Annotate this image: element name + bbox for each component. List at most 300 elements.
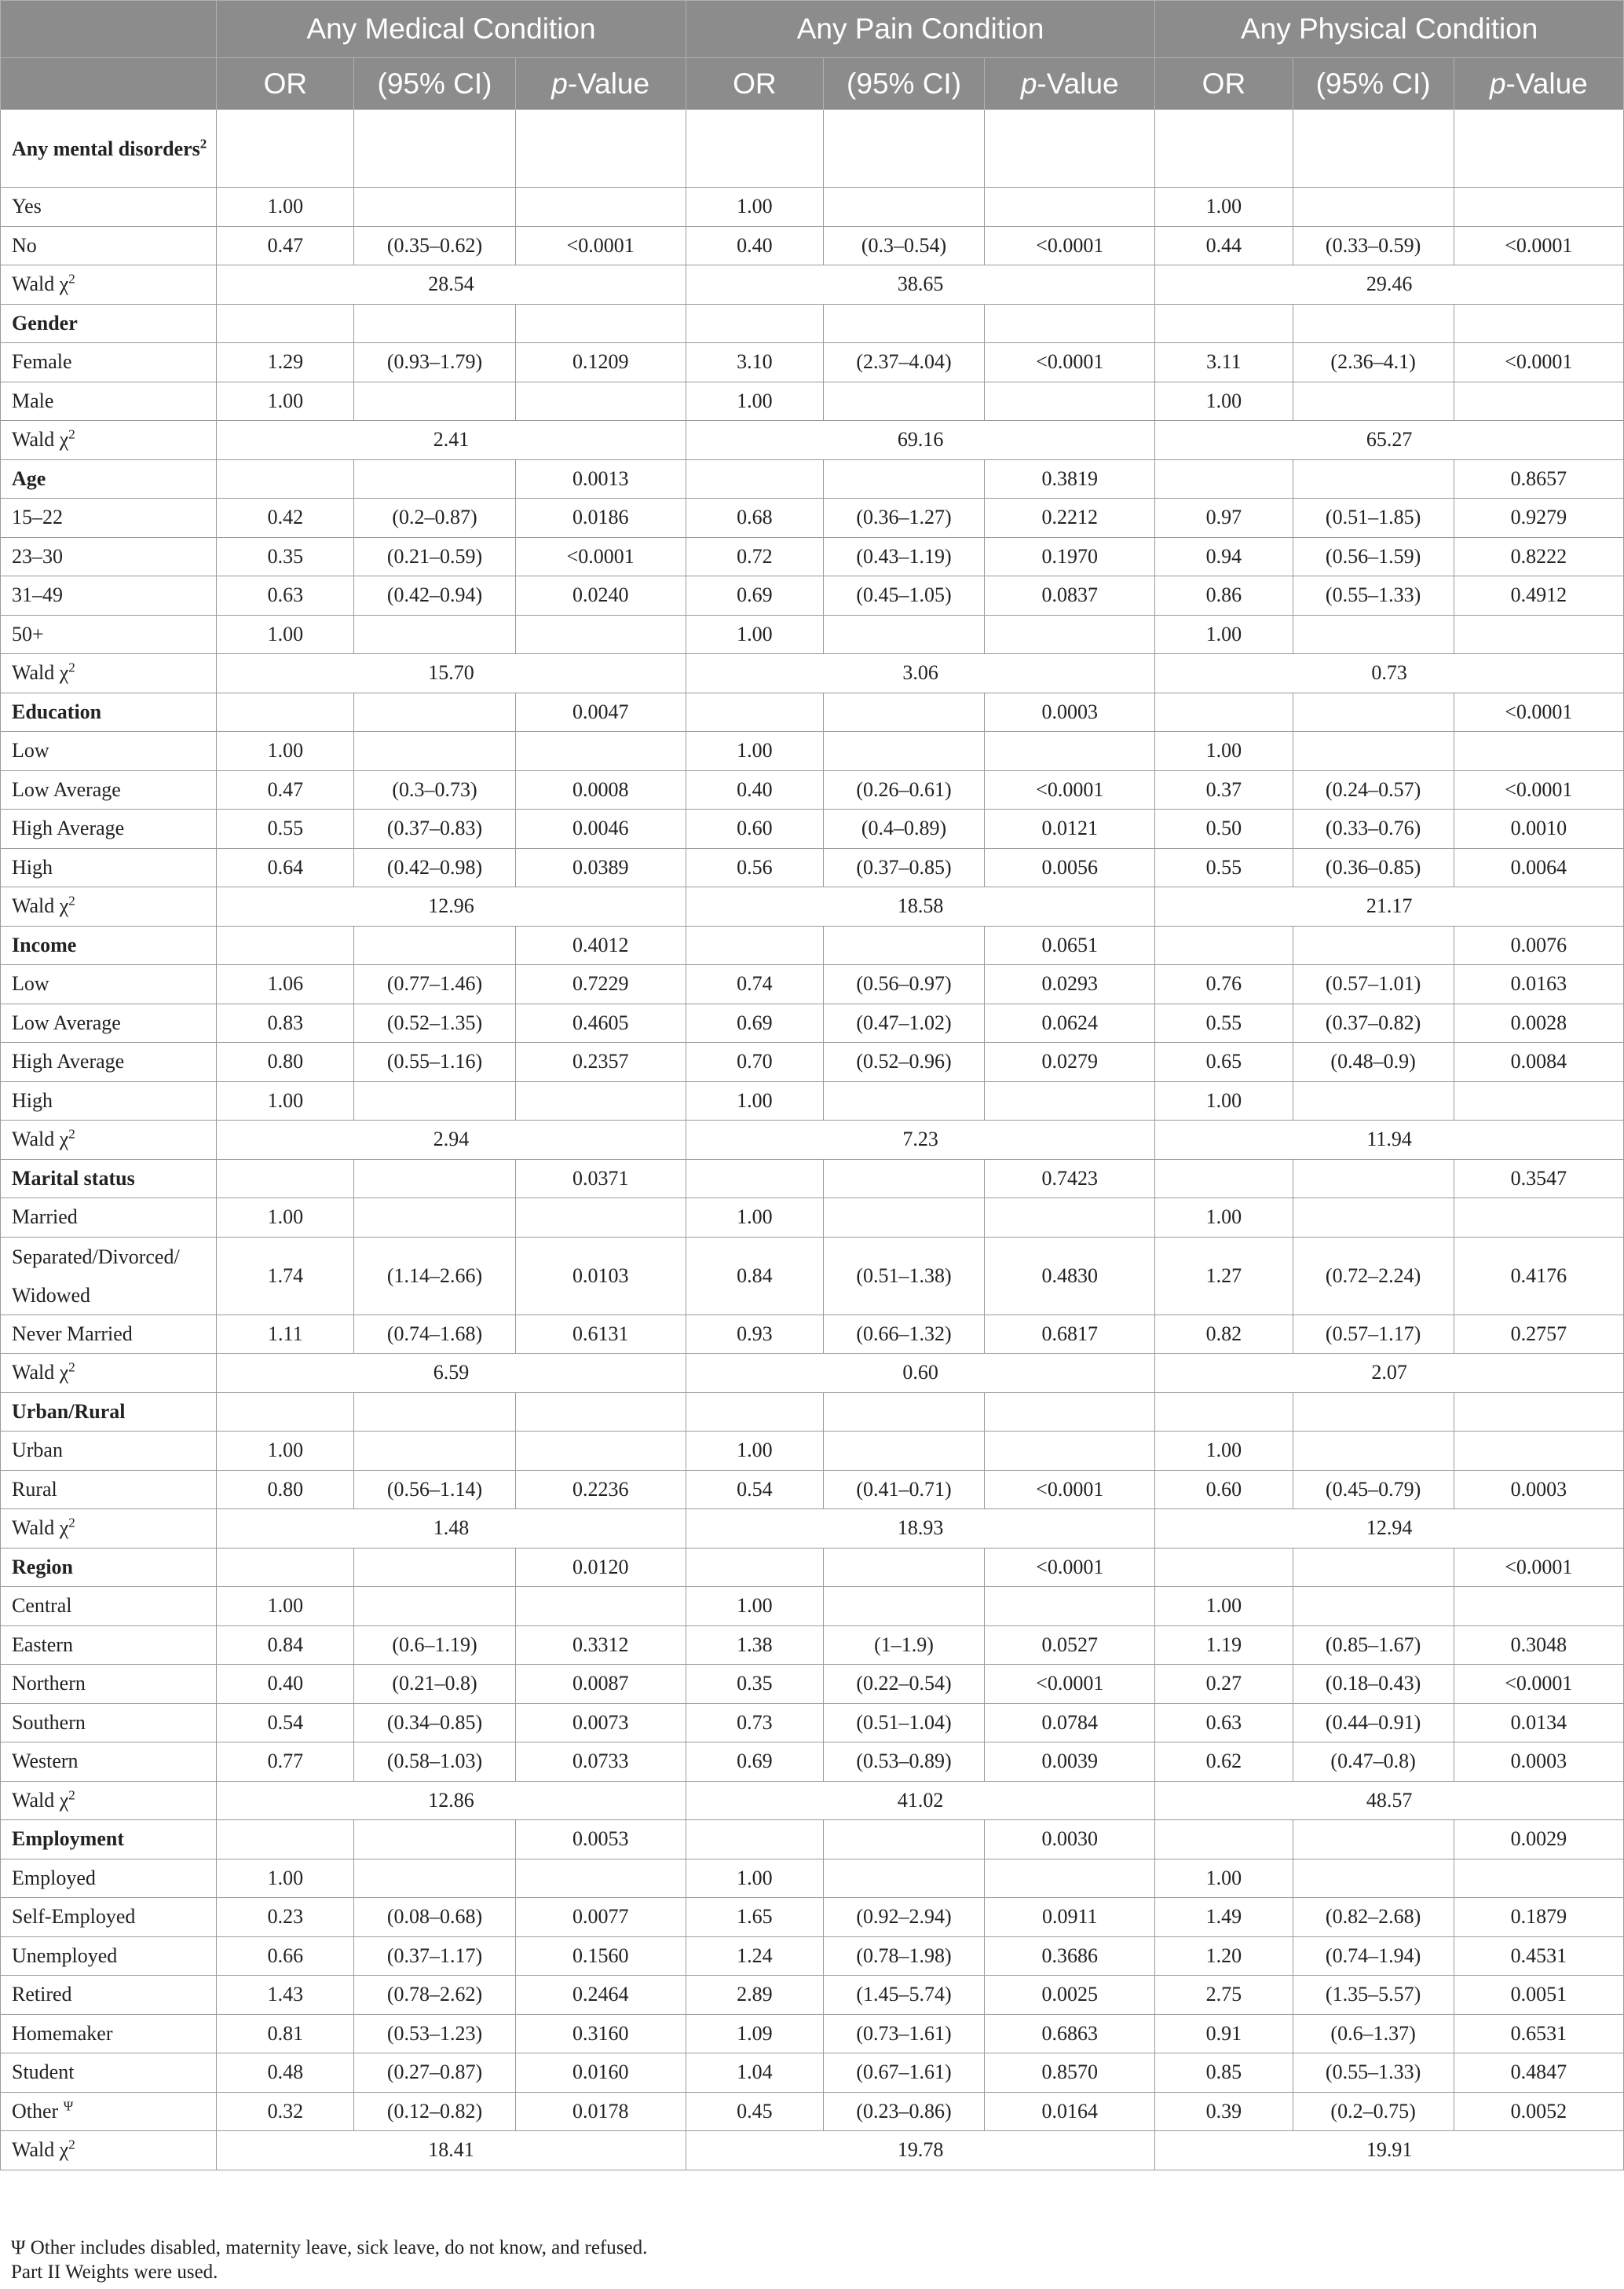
- row-label: High: [12, 855, 53, 879]
- cell-or: 0.40: [686, 226, 823, 265]
- row-label: Urban: [12, 1439, 63, 1462]
- row-label: Employed: [12, 1866, 96, 1889]
- wald-value-cell: 12.96: [217, 887, 686, 927]
- cell-p: 0.0178: [515, 2092, 686, 2131]
- cell-or: [1155, 1548, 1293, 1587]
- cell-p: 0.0003: [1454, 1470, 1623, 1509]
- row-label: Wald χ: [12, 272, 69, 296]
- table-row: [1, 1470, 1624, 1509]
- cell-p: 0.0103: [515, 1237, 686, 1315]
- row-label-superscript: 2: [68, 1515, 75, 1530]
- table-row: [1, 343, 1624, 382]
- cell-p: 0.0279: [985, 1043, 1155, 1082]
- cell-or: 1.29: [217, 343, 354, 382]
- row-label-cell: [1, 2131, 217, 2170]
- cell-p: <0.0001: [1454, 1665, 1623, 1704]
- section-row: [1, 926, 1624, 965]
- cell-or: [686, 1392, 823, 1432]
- header-group-medical: Any Medical Condition: [217, 1, 686, 58]
- table-row: [1, 188, 1624, 227]
- row-label-cell: [1, 1198, 217, 1238]
- table-row: [1, 1315, 1624, 1354]
- cell-or: 3.11: [1155, 343, 1293, 382]
- subheader-or: OR: [686, 58, 823, 110]
- wald-value-cell: 18.58: [686, 887, 1155, 927]
- cell-p: [985, 1081, 1155, 1121]
- footnote-other: Ψ Other includes disabled, maternity leave, sick leave, do not know, and refused.: [11, 2237, 648, 2258]
- cell-p: 0.4912: [1454, 576, 1623, 616]
- table-row: [1, 770, 1624, 810]
- row-label: Homemaker: [12, 2021, 113, 2045]
- cell-or: 0.70: [686, 1043, 823, 1082]
- table-row: [1, 1898, 1624, 1937]
- cell-p: <0.0001: [985, 343, 1155, 382]
- cell-ci: (0.37–0.83): [354, 810, 515, 849]
- wald-value-cell: 12.94: [1155, 1509, 1624, 1549]
- cell-p: [515, 1432, 686, 1471]
- row-label: No: [12, 233, 37, 257]
- section-row: [1, 1392, 1624, 1432]
- cell-or: [1155, 1392, 1293, 1432]
- cell-or: [686, 1820, 823, 1859]
- cell-ci: (0.82–2.68): [1293, 1898, 1454, 1937]
- row-label-cell: [1, 848, 217, 887]
- cell-ci: (0.56–0.97): [823, 965, 984, 1004]
- cell-or: 0.72: [686, 537, 823, 576]
- cell-ci: (0.47–0.8): [1293, 1742, 1454, 1782]
- cell-ci: [354, 615, 515, 654]
- cell-p: 0.0056: [985, 848, 1155, 887]
- cell-or: [686, 459, 823, 499]
- cell-ci: (0.2–0.87): [354, 499, 515, 538]
- cell-or: [217, 1548, 354, 1587]
- cell-ci: [823, 732, 984, 771]
- row-label: 23–30: [12, 544, 63, 568]
- wald-value-cell: 19.91: [1155, 2131, 1624, 2170]
- row-label: Any mental disorders: [12, 137, 200, 160]
- cell-p: [1454, 1392, 1623, 1432]
- cell-p: 0.0064: [1454, 848, 1623, 887]
- cell-ci: (0.37–0.82): [1293, 1004, 1454, 1043]
- cell-or: 1.00: [217, 1432, 354, 1471]
- cell-ci: (0.47–1.02): [823, 1004, 984, 1043]
- cell-ci: (0.37–0.85): [823, 848, 984, 887]
- cell-p: 0.2757: [1454, 1315, 1623, 1354]
- cell-p: 0.0527: [985, 1625, 1155, 1665]
- cell-or: 1.00: [217, 188, 354, 227]
- row-label-cell: [1, 1548, 217, 1587]
- wald-row: [1, 421, 1624, 460]
- cell-ci: [1293, 1548, 1454, 1587]
- row-label-superscript: 2: [68, 271, 75, 287]
- row-label-cell: [1, 926, 217, 965]
- cell-p: <0.0001: [515, 537, 686, 576]
- cell-p: <0.0001: [985, 770, 1155, 810]
- cell-or: 0.32: [217, 2092, 354, 2131]
- cell-p: 0.0837: [985, 576, 1155, 616]
- table-row: [1, 1198, 1624, 1238]
- table-row: [1, 615, 1624, 654]
- cell-or: 1.74: [217, 1237, 354, 1315]
- cell-or: 0.45: [686, 2092, 823, 2131]
- cell-p: 0.0073: [515, 1703, 686, 1742]
- row-label-cell: [1, 1703, 217, 1742]
- table-row: [1, 576, 1624, 616]
- cell-ci: (0.72–2.24): [1293, 1237, 1454, 1315]
- row-label: Southern: [12, 1710, 86, 1734]
- cell-ci: (0.56–1.59): [1293, 537, 1454, 576]
- cell-ci: (0.42–0.94): [354, 576, 515, 616]
- cell-ci: (0.55–1.16): [354, 1043, 515, 1082]
- cell-or: 1.00: [1155, 382, 1293, 421]
- subheader-p-italic: p: [1020, 67, 1037, 100]
- cell-p: [1454, 304, 1623, 343]
- subheader-p-italic: p: [551, 67, 568, 100]
- row-label: Student: [12, 2060, 75, 2084]
- wald-value-cell: 2.07: [1155, 1354, 1624, 1393]
- cell-p: 0.0784: [985, 1703, 1155, 1742]
- row-label-cell: [1, 1081, 217, 1121]
- cell-p: [515, 188, 686, 227]
- row-label: Eastern: [12, 1633, 73, 1656]
- cell-or: 1.00: [686, 615, 823, 654]
- cell-ci: (0.55–1.33): [1293, 2053, 1454, 2093]
- cell-or: 0.44: [1155, 226, 1293, 265]
- cell-ci: (0.36–1.27): [823, 499, 984, 538]
- row-label-superscript: Ψ: [63, 2098, 74, 2114]
- cell-or: [217, 693, 354, 732]
- subheader-ci: (95% CI): [354, 58, 515, 110]
- cell-p: 0.0651: [985, 926, 1155, 965]
- wald-value-cell: 2.41: [217, 421, 686, 460]
- row-label-cell: [1, 1432, 217, 1471]
- cell-ci: (0.12–0.82): [354, 2092, 515, 2131]
- row-label-cell: [1, 537, 217, 576]
- table-row: [1, 1587, 1624, 1626]
- cell-or: 0.63: [217, 576, 354, 616]
- wald-value-cell: 21.17: [1155, 887, 1624, 927]
- cell-ci: (0.92–2.94): [823, 1898, 984, 1937]
- cell-p: 0.0389: [515, 848, 686, 887]
- row-label: High: [12, 1088, 53, 1112]
- cell-p: [985, 1392, 1155, 1432]
- cell-p: [1454, 382, 1623, 421]
- cell-p: 0.0624: [985, 1004, 1155, 1043]
- cell-ci: [823, 1159, 984, 1198]
- cell-or: 0.91: [1155, 2014, 1293, 2053]
- cell-ci: (0.4–0.89): [823, 810, 984, 849]
- cell-p: [985, 382, 1155, 421]
- cell-ci: [823, 188, 984, 227]
- row-label-cell: [1, 615, 217, 654]
- row-label-superscript: 2: [68, 893, 75, 909]
- cell-ci: (0.44–0.91): [1293, 1703, 1454, 1742]
- row-label-cell: [1, 1354, 217, 1393]
- table-row: [1, 382, 1624, 421]
- cell-ci: [1293, 188, 1454, 227]
- row-label-cell: [1, 459, 217, 499]
- cell-or: 0.73: [686, 1703, 823, 1742]
- cell-p: 0.3048: [1454, 1625, 1623, 1665]
- cell-or: 1.19: [1155, 1625, 1293, 1665]
- row-label-superscript: 2: [68, 1359, 75, 1375]
- row-label-superscript: 2: [68, 426, 75, 442]
- cell-ci: (0.85–1.67): [1293, 1625, 1454, 1665]
- row-label: High Average: [12, 817, 125, 840]
- row-label: Wald χ: [12, 1516, 69, 1540]
- cell-p: [515, 1081, 686, 1121]
- row-label: Central: [12, 1594, 72, 1618]
- cell-ci: (0.78–1.98): [823, 1936, 984, 1976]
- cell-p: 0.2464: [515, 1976, 686, 2015]
- cell-ci: (1.45–5.74): [823, 1976, 984, 2015]
- wald-value-cell: 65.27: [1155, 421, 1624, 460]
- row-label-cell: [1, 1781, 217, 1820]
- cell-ci: (1.14–2.66): [354, 1237, 515, 1315]
- cell-or: 0.35: [217, 537, 354, 576]
- section-row: [1, 693, 1624, 732]
- cell-p: 0.3547: [1454, 1159, 1623, 1198]
- cell-ci: (0.33–0.59): [1293, 226, 1454, 265]
- cell-or: 0.69: [686, 576, 823, 616]
- cell-or: 1.00: [217, 1081, 354, 1121]
- table-row: [1, 1432, 1624, 1471]
- wald-value-cell: 11.94: [1155, 1121, 1624, 1160]
- cell-ci: (0.33–0.76): [1293, 810, 1454, 849]
- cell-or: 0.77: [217, 1742, 354, 1782]
- cell-p: 0.0084: [1454, 1043, 1623, 1082]
- row-label: Female: [12, 350, 72, 374]
- row-label: Male: [12, 389, 54, 412]
- cell-or: 0.68: [686, 499, 823, 538]
- cell-ci: [823, 1859, 984, 1898]
- cell-ci: (2.37–4.04): [823, 343, 984, 382]
- cell-or: [1155, 110, 1293, 188]
- row-label-cell: [1, 1625, 217, 1665]
- cell-ci: [823, 615, 984, 654]
- cell-p: 0.1209: [515, 343, 686, 382]
- cell-or: 0.94: [1155, 537, 1293, 576]
- cell-p: [1454, 1081, 1623, 1121]
- wald-value-cell: 15.70: [217, 654, 686, 693]
- cell-p: 0.0160: [515, 2053, 686, 2093]
- cell-p: 0.8570: [985, 2053, 1155, 2093]
- cell-p: 0.6131: [515, 1315, 686, 1354]
- row-label-superscript: 2: [68, 660, 75, 675]
- row-label: 15–22: [12, 506, 63, 529]
- cell-or: [686, 693, 823, 732]
- cell-or: 1.00: [686, 1859, 823, 1898]
- subheader-p-italic: p: [1489, 67, 1506, 100]
- table-row: [1, 732, 1624, 771]
- table-row: [1, 537, 1624, 576]
- cell-p: [515, 1587, 686, 1626]
- cell-p: 0.4847: [1454, 2053, 1623, 2093]
- table-row: [1, 1237, 1624, 1315]
- cell-or: 1.49: [1155, 1898, 1293, 1937]
- cell-ci: [1293, 1081, 1454, 1121]
- subheader-p-value: [1454, 58, 1623, 110]
- table-row: [1, 1936, 1624, 1976]
- cell-p: [985, 732, 1155, 771]
- cell-p: [985, 188, 1155, 227]
- cell-or: 1.00: [1155, 1432, 1293, 1471]
- cell-ci: (0.57–1.01): [1293, 965, 1454, 1004]
- cell-p: <0.0001: [1454, 693, 1623, 732]
- row-label: Wald χ: [12, 1128, 69, 1151]
- section-row: [1, 1820, 1624, 1859]
- section-row: [1, 1548, 1624, 1587]
- cell-ci: (0.67–1.61): [823, 2053, 984, 2093]
- cell-ci: (0.26–0.61): [823, 770, 984, 810]
- wald-value-cell: 3.06: [686, 654, 1155, 693]
- cell-or: 0.83: [217, 1004, 354, 1043]
- row-label: Low: [12, 739, 49, 762]
- wald-value-cell: 48.57: [1155, 1781, 1624, 1820]
- cell-p: [985, 110, 1155, 188]
- row-label-cell: [1, 2053, 217, 2093]
- row-label-superscript: 2: [68, 1126, 75, 1142]
- cell-or: 1.27: [1155, 1237, 1293, 1315]
- cell-or: 0.54: [217, 1703, 354, 1742]
- cell-or: 1.00: [217, 1198, 354, 1238]
- cell-p: 0.0025: [985, 1976, 1155, 2015]
- cell-ci: [823, 1432, 984, 1471]
- cell-p: 0.0029: [1454, 1820, 1623, 1859]
- cell-p: 0.0121: [985, 810, 1155, 849]
- cell-or: 0.76: [1155, 965, 1293, 1004]
- wald-value-cell: 0.60: [686, 1354, 1155, 1393]
- cell-p: 0.3160: [515, 2014, 686, 2053]
- row-label: Region: [12, 1555, 73, 1578]
- cell-ci: [1293, 1587, 1454, 1626]
- cell-ci: (0.42–0.98): [354, 848, 515, 887]
- cell-or: [686, 304, 823, 343]
- cell-or: 0.97: [1155, 499, 1293, 538]
- cell-or: 1.43: [217, 1976, 354, 2015]
- table-row: [1, 226, 1624, 265]
- cell-ci: [1293, 1392, 1454, 1432]
- wald-value-cell: 12.86: [217, 1781, 686, 1820]
- row-label: Employment: [12, 1827, 124, 1851]
- cell-ci: (0.58–1.03): [354, 1742, 515, 1782]
- cell-or: 0.35: [686, 1665, 823, 1704]
- cell-ci: (0.45–0.79): [1293, 1470, 1454, 1509]
- wald-value-cell: 7.23: [686, 1121, 1155, 1160]
- cell-p: 0.0010: [1454, 810, 1623, 849]
- cell-or: 1.11: [217, 1315, 354, 1354]
- row-label-cell: [1, 810, 217, 849]
- cell-or: 1.00: [1155, 732, 1293, 771]
- row-label-cell: [1, 421, 217, 460]
- table-row: [1, 499, 1624, 538]
- cell-ci: (0.34–0.85): [354, 1703, 515, 1742]
- table-row: [1, 1625, 1624, 1665]
- section-row: [1, 1159, 1624, 1198]
- cell-ci: [354, 304, 515, 343]
- row-label: Wald χ: [12, 894, 69, 918]
- cell-or: [217, 926, 354, 965]
- row-label-cell: [1, 343, 217, 382]
- cell-p: 0.4012: [515, 926, 686, 965]
- cell-p: 0.0053: [515, 1820, 686, 1859]
- row-label: High Average: [12, 1050, 125, 1073]
- cell-ci: (0.37–1.17): [354, 1936, 515, 1976]
- cell-p: 0.0039: [985, 1742, 1155, 1782]
- cell-or: 1.20: [1155, 1936, 1293, 1976]
- section-row: [1, 110, 1624, 188]
- cell-or: 0.23: [217, 1898, 354, 1937]
- cell-p: [985, 1198, 1155, 1238]
- cell-or: [686, 1548, 823, 1587]
- table-body: [1, 110, 1624, 2170]
- cell-p: 0.4830: [985, 1237, 1155, 1315]
- subheader-p-rest: -Value: [567, 67, 650, 100]
- row-label: Urban/Rural: [12, 1399, 126, 1423]
- cell-or: [1155, 1159, 1293, 1198]
- cell-or: 1.00: [1155, 1081, 1293, 1121]
- cell-or: [1155, 1820, 1293, 1859]
- cell-p: [515, 1392, 686, 1432]
- cell-ci: [354, 188, 515, 227]
- cell-p: 0.0911: [985, 1898, 1155, 1937]
- cell-ci: (0.6–1.37): [1293, 2014, 1454, 2053]
- cell-ci: (0.56–1.14): [354, 1470, 515, 1509]
- wald-row: [1, 265, 1624, 305]
- row-label-cell: [1, 576, 217, 616]
- row-label-cell: [1, 1859, 217, 1898]
- cell-p: [985, 615, 1155, 654]
- row-label-cell: [1, 1509, 217, 1549]
- cell-or: 1.00: [1155, 1859, 1293, 1898]
- cell-ci: (0.3–0.73): [354, 770, 515, 810]
- cell-or: 0.39: [1155, 2092, 1293, 2131]
- cell-ci: [354, 459, 515, 499]
- cell-or: 0.65: [1155, 1043, 1293, 1082]
- cell-ci: [354, 1081, 515, 1121]
- row-label: Low Average: [12, 777, 121, 801]
- cell-or: 0.47: [217, 226, 354, 265]
- cell-p: [1454, 1859, 1623, 1898]
- row-label-cell: [1, 887, 217, 927]
- subheader-p-rest: -Value: [1505, 67, 1588, 100]
- cell-p: [515, 304, 686, 343]
- cell-p: 0.0240: [515, 576, 686, 616]
- cell-p: 0.0163: [1454, 965, 1623, 1004]
- cell-or: 1.00: [217, 1859, 354, 1898]
- table-row: [1, 1976, 1624, 2015]
- cell-or: 1.04: [686, 2053, 823, 2093]
- cell-p: <0.0001: [985, 1470, 1155, 1509]
- cell-p: <0.0001: [1454, 226, 1623, 265]
- cell-ci: (0.52–0.96): [823, 1043, 984, 1082]
- cell-or: 0.55: [217, 810, 354, 849]
- row-label: Married: [12, 1205, 78, 1229]
- cell-p: [515, 1859, 686, 1898]
- row-label: Wald χ: [12, 428, 69, 452]
- table-header: [1, 1, 1624, 110]
- wald-value-cell: 19.78: [686, 2131, 1155, 2170]
- cell-p: 0.0003: [985, 693, 1155, 732]
- wald-value-cell: 38.65: [686, 265, 1155, 305]
- cell-or: 0.54: [686, 1470, 823, 1509]
- row-label-cell: [1, 110, 217, 188]
- cell-ci: (0.51–1.04): [823, 1703, 984, 1742]
- cell-or: 0.64: [217, 848, 354, 887]
- row-label: Income: [12, 933, 77, 956]
- cell-p: 0.0003: [1454, 1742, 1623, 1782]
- cell-p: [515, 615, 686, 654]
